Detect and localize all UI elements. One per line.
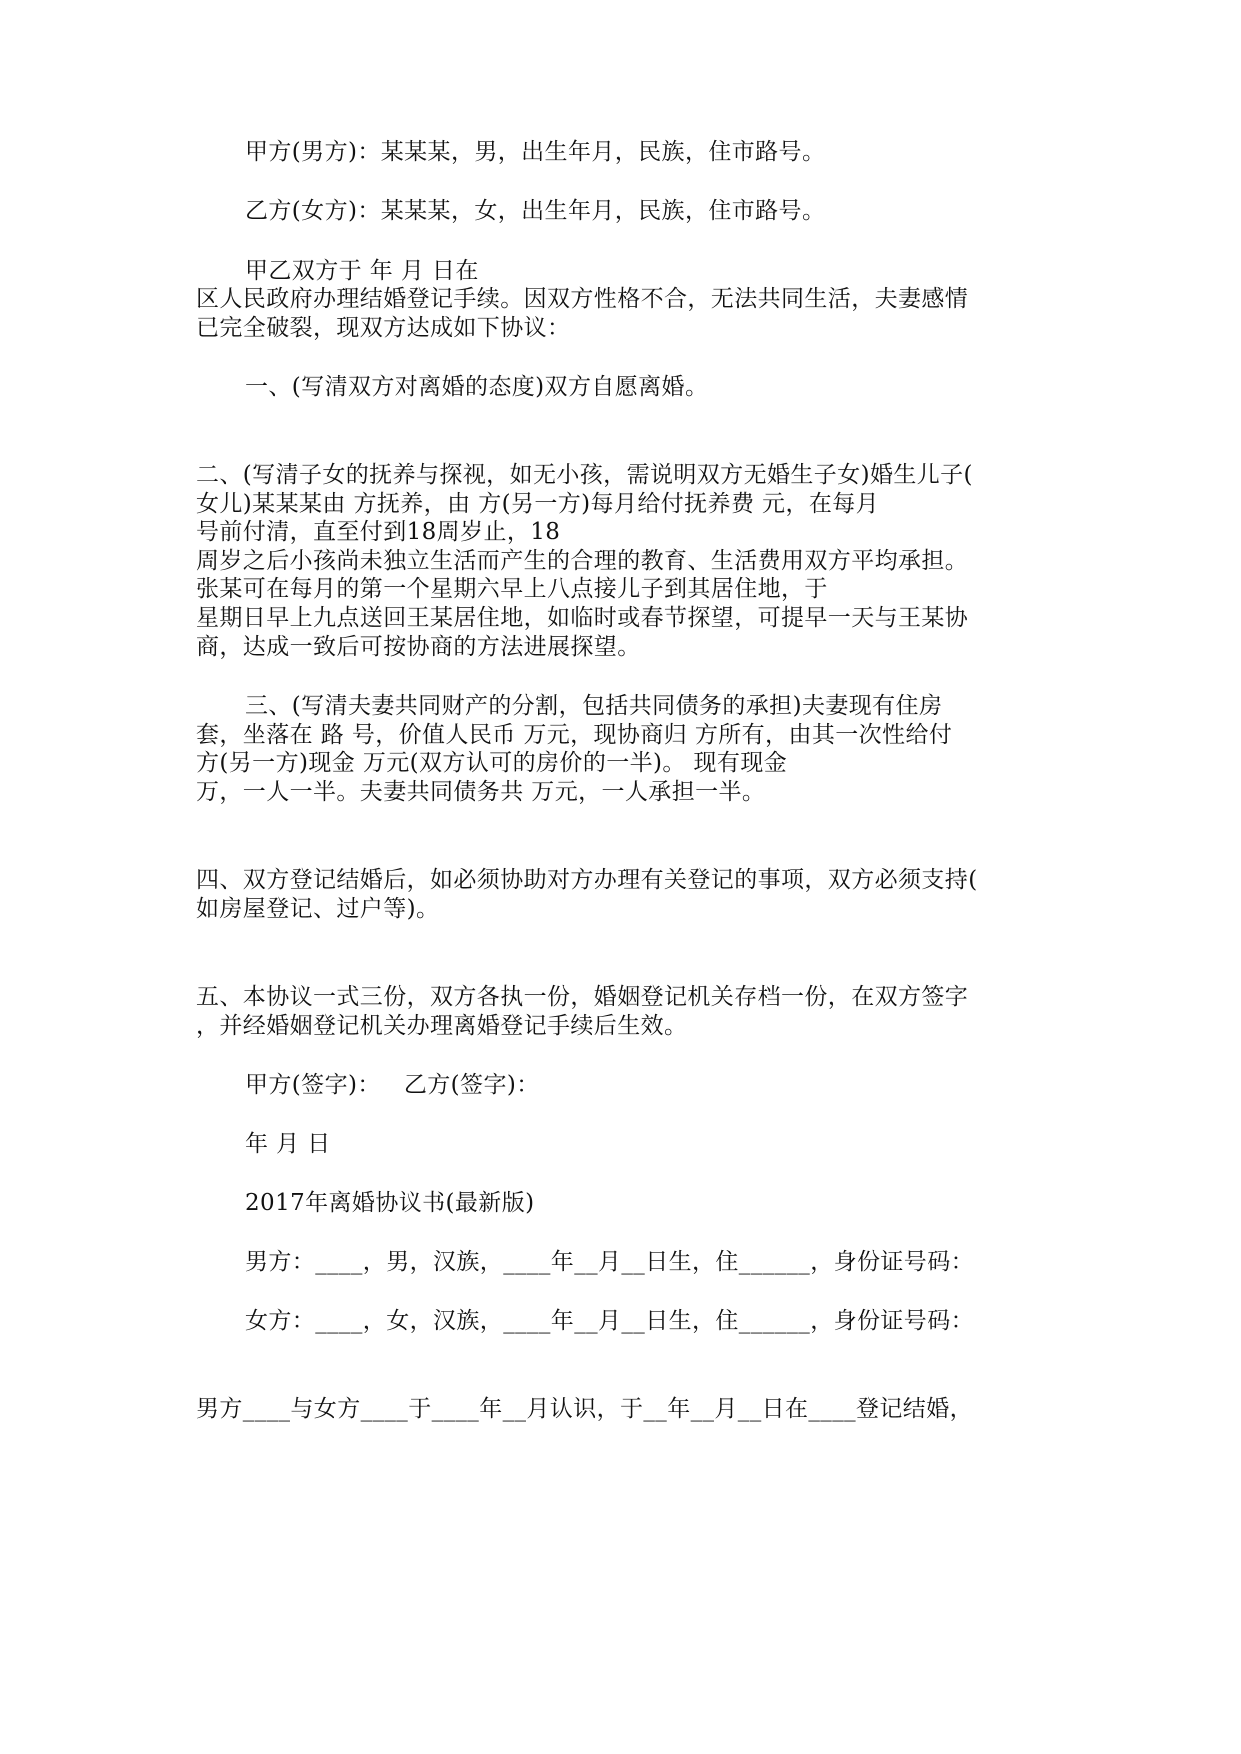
clause-2-line-2: 女儿)某某某由 方抚养，由 方(另一方)每月给付抚养费 元，在每月 (196, 491, 880, 517)
clause-2-line-7: 商，达成一致后可按协商的方法进展探望。 (196, 634, 641, 660)
clause-2-line-5: 张某可在每月的第一个星期六早上八点接儿子到其居住地，于 (196, 576, 828, 602)
clause-1: 一、(写清双方对离婚的态度)双方自愿离婚。 (245, 374, 709, 400)
clause-4-line-1: 四、双方登记结婚后，如必须协助对方办理有关登记的事项，双方必须支持( (196, 867, 978, 893)
clause-2-line-6: 星期日早上九点送回王某居住地，如临时或春节探望，可提早一天与王某协 (196, 605, 969, 631)
date-line: 年 月 日 (245, 1131, 331, 1157)
clause-2-line-3: 号前付清，直至付到18周岁止，18 (196, 519, 561, 545)
preamble-line-2: 区人民政府办理结婚登记手续。因双方性格不合，无法共同生活，夫妻感情 (196, 286, 969, 312)
clause-3-line-4: 万，一人一半。夫妻共同债务共 万元，一人承担一半。 (196, 779, 766, 805)
signature-line: 甲方(签字)： 乙方(签字)： (245, 1072, 540, 1098)
clause-2-line-4: 周岁之后小孩尚未独立生活而产生的合理的教育、生活费用双方平均承担。 (196, 548, 969, 574)
marriage-info-line: 男方____与女方____于____年__月认识，于__年__月__日在____登记结婚， (196, 1396, 973, 1422)
clause-2-line-1: 二、(写清子女的抚养与探视，如无小孩，需说明双方无婚生子女)婚生儿子( (196, 462, 973, 488)
clause-3-line-2: 套，坐落在 路 号，价值人民币 万元，现协商归 方所有，由其一次性给付 (196, 722, 953, 748)
party-b-line: 乙方(女方)：某某某，女，出生年月，民族，住市路号。 (245, 198, 826, 224)
party-a-line: 甲方(男方)：某某某，男，出生年月，民族，住市路号。 (245, 139, 826, 165)
second-title: 2017年离婚协议书(最新版) (245, 1190, 535, 1216)
clause-5-line-1: 五、本协议一式三份，双方各执一份，婚姻登记机关存档一份，在双方签字 (196, 984, 969, 1010)
clause-3-line-1: 三、(写清夫妻共同财产的分割，包括共同债务的承担)夫妻现有住房 (245, 693, 943, 719)
clause-4-line-2: 如房屋登记、过户等)。 (196, 896, 440, 922)
preamble-line-3: 已完全破裂，现双方达成如下协议： (196, 315, 571, 341)
male-party-line: 男方：____，男，汉族，____年__月__日生，住______，身份证号码： (245, 1249, 974, 1275)
clause-5-line-2: ，并经婚姻登记机关办理离婚登记手续后生效。 (196, 1013, 688, 1039)
female-party-line: 女方：____，女，汉族，____年__月__日生，住______，身份证号码： (245, 1308, 974, 1334)
preamble-line-1: 甲乙双方于 年 月 日在 (245, 258, 479, 284)
clause-3-line-3: 方(另一方)现金 万元(双方认可的房价的一半)。 现有现金 (196, 750, 788, 776)
